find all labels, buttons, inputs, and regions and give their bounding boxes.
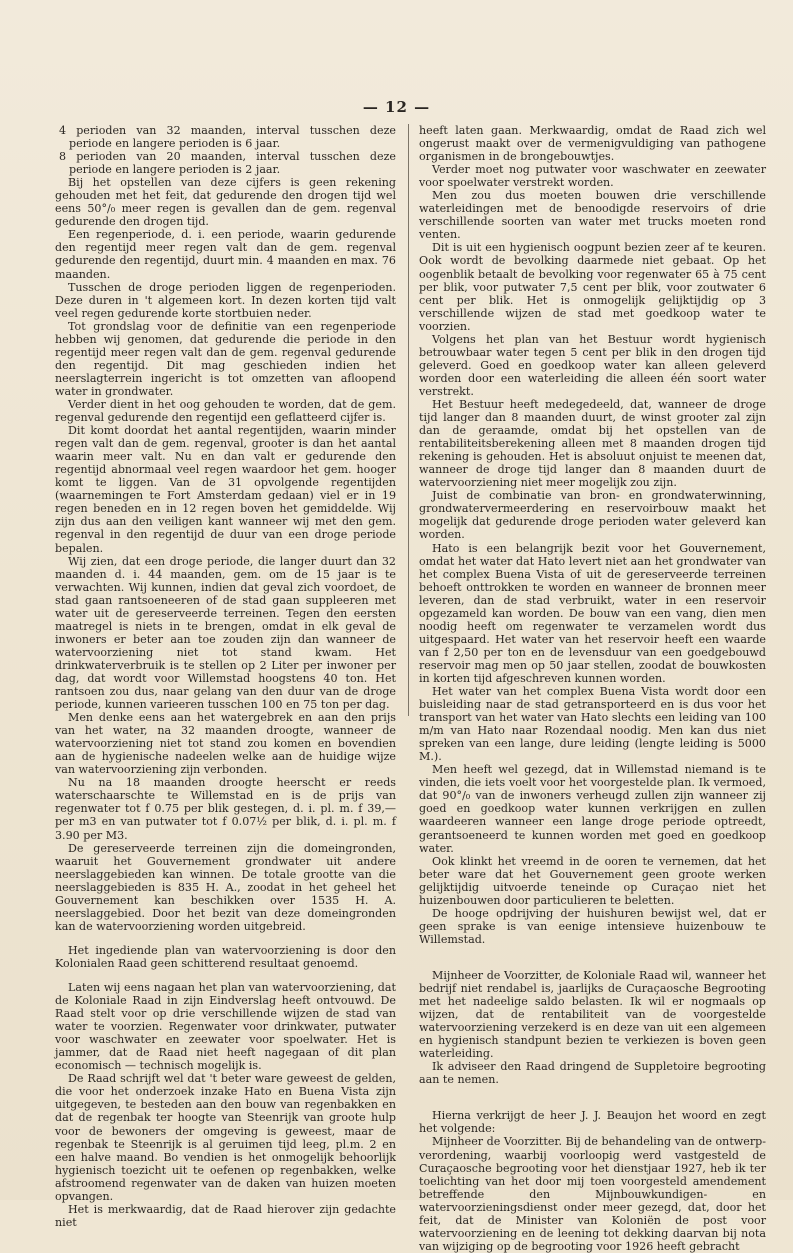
paragraph: Hato is een belangrijk bezit voor het Gouvernement, omdat het water dat Hato levert niet aan het grondwater van het complex Buena Vista of uit de gereserveerde terreinen behoeft onttrokken te worden en wanneer de bronnen meer leveren, dan de stad verbruikt, water in een reservoir opgezameld kan worden. De bouw van een vang, dien men noodig heeft om regenwater te verzamelen wordt dus uitgespaard. Het water van het reservoir heeft een waarde van f 2,50 per ton en de levensduur van een goedgebouwd reservoir mag men op 50 jaar stellen, zoodat de bouwkosten in korten tijd afgeschreven kunnen worden. [419, 541, 766, 685]
paragraph: Juist de combinatie van bron- en grondwaterwinning, grondwatervermeerdering en reservoirbouw maakt het mogelijk dat gedurende droge perioden water geleverd kan worden. [419, 489, 766, 542]
paragraph: Een regenperiode, d. i. een periode, waarin gedurende den regentijd meer regen valt dan de gem. regenval gedurende den regentijd, duurt min. 4 maanden en max. 76 maanden. [55, 228, 396, 281]
paragraph: De gereserveerde terreinen zijn die domeingronden, waaruit het Gouvernement grondwater uit andere neerslaggebieden kan winnen. De totale grootte van die neerslaggebieden is 835 H. A., zoodat in het geheel het Gouvernement kan beschikken over 1535 H. A. neerslaggebied. Door het bezit van deze domeingronden kan de watervoorziening worden uitgebreid. [55, 841, 396, 933]
paragraph: Men zou dus moeten bouwen drie verschillende waterleidingen met de benoodigde reservoirs of drie verschillende soorten van water met trucks moeten rond venten. [419, 189, 766, 242]
paragraph: Men heeft wel gezegd, dat in Willemstad niemand is te vinden, die iets voelt voor het voorgestelde plan. Ik vermoed, dat 90°/₀ van de inwoners verheugd zullen zijn wanneer zij goed en goedkoop water kunnen verkrijgen en zullen waardeeren wanneer een lange droge periode optreedt, gerantsoeneerd te kunnen worden met goed en goedkoop water. [419, 763, 766, 855]
paragraph: Verder moet nog putwater voor waschwater en zeewater voor spoelwater verstrekt worden. [419, 163, 766, 190]
paragraph: Ik adviseer den Raad dringend de Suppletoire begrooting aan te nemen. [419, 1060, 766, 1087]
paragraph: Het ingediende plan van watervoorziening is door den Kolonialen Raad geen schitterend resultaat genoemd. [55, 943, 396, 970]
paragraph: Volgens het plan van het Bestuur wordt hygienisch betrouwbaar water tegen 5 cent per blik in den drogen tijd geleverd. Goed en goedkoop water kan alleen geleverd worden door een waterleiding die alleen één soort water verstrekt. [419, 332, 766, 398]
paragraph: Mijnheer de Voorzitter, de Koloniale Raad wil, wanneer het bedrijf niet rendabel is, jaarlijks de Curaçaosche Begrooting met het nadeelige saldo belasten. Ik wil er nogmaals op wijzen, dat de rentabiliteit van de voorgestelde watervoorziening verzekerd is en deze van uit een algemeen en hygienisch standpunt bezien te verkiezen is boven geen waterleiding. [419, 968, 766, 1061]
page-number: — 12 — [362, 98, 431, 116]
paragraph: Wij zien, dat een droge periode, die langer duurt dan 32 maanden d. i. 44 maanden, gem. om de 15 jaar is te verwachten. Wij kunnen, indien dat geval zich voordoet, de stad gaan rantsoeneeren of de stad gaan suppleeren met water uit de gereserveerde terreinen. Tegen den eersten maatregel is niets in te brengen, omdat in elk geval de inwoners er beter aan toe zouden zijn dan wanneer de watervoorziening niet tot stand kwam. Het drinkwaterverbruik is te stellen op 2 Liter per inwoner per dag, dat wordt voor Willemstad hoogstens 40 ton. Het rantsoen zou dus, naar gelang van den duur van de droge periode, kunnen varieeren tusschen 100 en 75 ton per dag. [55, 554, 396, 712]
paragraph: Dit komt doordat het aantal regentijden, waarin minder regen valt dan de gem. regenval, grooter is dan het aantal waarin meer valt. Nu en dan valt er gedurende den regentijd abnormaal veel regen waardoor het gem. hooger komt te liggen. Van de 31 opvolgende regentijden (waarnemingen te Fort Amsterdam gedaan) viel er in 19 regen beneden en in 12 regen boven het gemiddelde. Wij zijn dus aan den veiligen kant wanneer wij met den gem. regenval in den regentijd de duur van een droge periode bepalen. [55, 424, 396, 555]
paragraph: Tot grondslag voor de definitie van een regenperiode hebben wij genomen, dat gedurende die periode in den regentijd meer regen valt dan de gem. regenval gedurende den regentijd. Dit mag geschieden indien het neerslagterrein ingericht is tot omzetten van afloopend water in grondwater. [55, 319, 396, 398]
paragraph: 8 perioden van 20 maanden, interval tusschen deze periode en langere perioden is 2 jaar. [59, 150, 396, 177]
paragraph: Nu na 18 maanden droogte heerscht er reeds waterschaarschte te Willemstad en is de prijs van regenwater tot f 0.75 per blik gestegen, d. i. pl. m. f 39,— per m3 en van putwater tot f 0.07½ per blik, d. i. pl. m. f 3.90 per M3. [55, 776, 396, 842]
paragraph: heeft laten gaan. Merkwaardig, omdat de Raad zich wel ongerust maakt over de vermenigvuldiging van pathogene organismen in de brongebouwtjes. [419, 124, 766, 164]
paragraph: Hierna verkrijgt de heer J. J. Beaujon het woord en zegt het volgende: [419, 1109, 766, 1136]
paragraph: Mijnheer de Voorzitter. Bij de behandeling van de ontwerp-verordening, waarbij voorloopig werd vastgesteld de Curaçaosche begrooting voor het dienstjaar 1927, heb ik ter toelichting van het door mij toen voorgesteld amendement betreffende den Mijnbouwkundigen- en watervoorzieningsdienst onder meer gezegd, dat, door het feit, dat de Minister van Koloniën de post voor watervoorziening en de leening tot dekking daarvan bij nota van wijziging op de begrooting voor 1926 heeft gebracht [419, 1135, 766, 1253]
right-text-column [419, 124, 766, 1253]
paragraph: Verder dient in het oog gehouden te worden, dat de gem. regenval gedurende den regentijd een geflatteerd cijfer is. [55, 397, 396, 425]
left-text-column [55, 124, 396, 1229]
paragraph: Laten wij eens nagaan het plan van watervoorziening, dat de Koloniale Raad in zijn Eindverslag heeft ontvouwd. De Raad stelt voor op drie verschillende wijzen de stad van water te voorzien. Regenwater voor drinkwater, putwater voor waschwater en zeewater voor spoelwater. Het is jammer, dat de Raad niet heeft nagegaan of dit plan economisch — technisch mogelijk is. [55, 981, 396, 1073]
paragraph: Dit is uit een hygienisch oogpunt bezien zeer af te keuren. Ook wordt de bevolking daarmede niet gebaat. Op het oogenblik betaalt de bevolking voor regenwater 65 à 75 cent per blik, voor putwater 7,5 cent per blik, voor zoutwater 6 cent per blik. Het is onmogelijk gelijktijdig op 3 verschillende wijzen de stad met goedkoop water te voorzien. [419, 241, 766, 333]
paragraph: Het water van het complex Buena Vista wordt door een buisleiding naar de stad getransporteerd en is dus voor het transport van het water van Hato slechts een leiding van 100 m/m van Hato naar Rozendaal noodig. Men kan dus niet spreken van een lange, dure leiding (lengte leiding is 5000 M.). [419, 685, 766, 764]
paragraph: Men denke eens aan het watergebrek en aan den prijs van het water, na 32 maanden droogte, wanneer de watervoorziening niet tot stand zou komen en bovendien aan de hygienische nadeelen welke aan de huidige wijze van watervoorziening zijn verbonden. [55, 711, 396, 777]
paragraph: 4 perioden van 32 maanden, interval tusschen deze periode en langere perioden is 6 jaar. [59, 124, 396, 151]
paragraph: De hooge opdrijving der huishuren bewijst wel, dat er geen sprake is van eenige intensieve huizenbouw te Willemstad. [419, 906, 766, 946]
paragraph: Bij het opstellen van deze cijfers is geen rekening gehouden met het feit, dat gedurende den drogen tijd wel eens 50°/₀ meer regen is gevallen dan de gem. regenval gedurende den drogen tijd. [55, 176, 396, 229]
paragraph: Ook klinkt het vreemd in de ooren te vernemen, dat het beter ware dat het Gouvernement geen groote werken gelijktijdig uitvoerde teneinde op Curaçao niet het huizenbouwen door particulieren te beletten. [419, 854, 766, 907]
paragraph: Het Bestuur heeft medegedeeld, dat, wanneer de droge tijd langer dan 8 maanden duurt, de winst grooter zal zijn dan de geraamde, omdat bij het opstellen van de rentabiliteitsberekening alleen met 8 maanden drogen tijd rekening is gehouden. Het is absoluut onjuist te meenen dat, wanneer de droge tijd langer dan 8 maanden duurt de watervoorziening niet meer mogelijk zou zijn. [419, 397, 766, 490]
column-divider [408, 124, 409, 716]
paragraph: Het is merkwaardig, dat de Raad hierover zijn gedachte niet [55, 1202, 396, 1229]
paragraph: Tusschen de droge perioden liggen de regenperioden. Deze duren in 't algemeen kort. In dezen korten tijd valt veel regen gedurende korte stortbuien neder. [55, 280, 396, 320]
paragraph: De Raad schrijft wel dat 't beter ware geweest de gelden, die voor het onderzoek inzake Hato en Buena Vista zijn uitgegeven, te besteden aan den bouw van regenbakken en dat de regenbak ter hoogte van Steenrijk van groote hulp voor de bewoners der omgeving is geweest, maar de regenbak te Steenrijk is al geruimen tijd leeg, pl.m. 2 en een halve maand. Bo vendien is het onmogelijk behoorlijk hygienisch toezicht uit te oefenen op regenbakken, welke afstroomend regenwater van de daken van huizen moeten opvangen. [55, 1072, 396, 1203]
